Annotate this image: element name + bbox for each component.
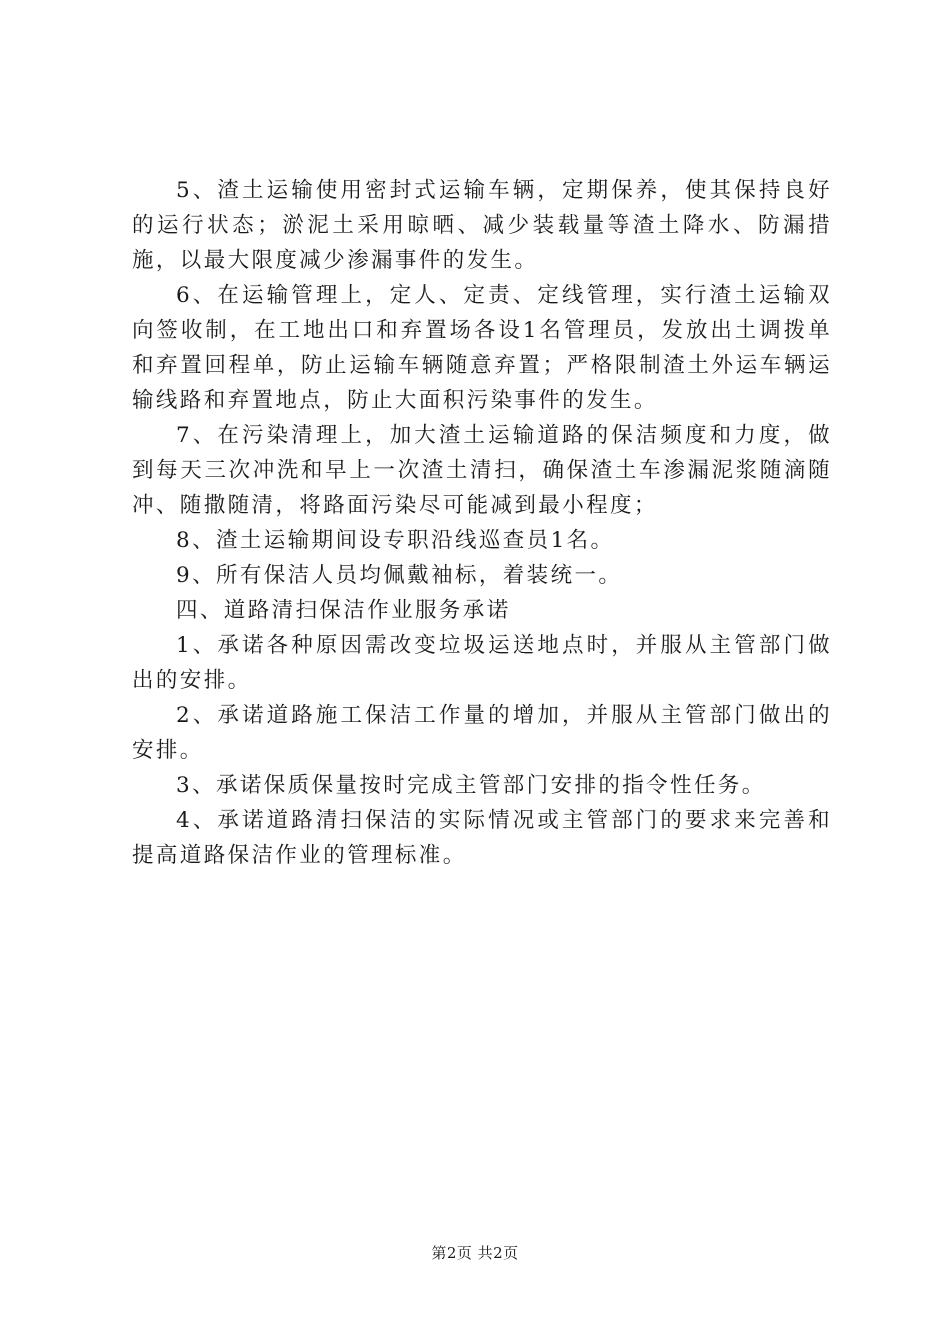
- page-number-footer: 第2页 共2页: [431, 1244, 519, 1262]
- paragraph-item-5: 5、渣土运输使用密封式运输车辆，定期保养，使其保持良好的运行状态；淤泥土采用晾晒、减少装载量等渣土降水、防漏措施，以最大限度减少渗漏事件的发生。: [132, 178, 832, 273]
- paragraph-item-6: 6、在运输管理上，定人、定责、定线管理，实行渣土运输双向签收制，在工地出口和弃置场各设1名管理员，发放出土调拨单和弃置回程单，防止运输车辆随意弃置；严格限制渣土外运车辆运输线路和弃置地点，防止大面积污染事件的发生。: [132, 283, 832, 413]
- document-body: [132, 173, 832, 873]
- commitment-item-4: 4、承诺道路清扫保洁的实际情况或主管部门的要求来完善和提高道路保洁作业的管理标准。: [132, 808, 832, 868]
- paragraph-item-7: 7、在污染清理上，加大渣土运输道路的保洁频度和力度，做到每天三次冲洗和早上一次渣土清扫，确保渣土车渗漏泥浆随滴随冲、随撒随清，将路面污染尽可能减到最小程度；: [132, 423, 832, 518]
- paragraph-item-8: 8、渣土运输期间设专职沿线巡查员1名。: [176, 528, 615, 553]
- section-heading-four: 四、道路清扫保洁作业服务承诺: [176, 598, 511, 623]
- paragraph-item-9: 9、所有保洁人员均佩戴袖标，着装统一。: [176, 563, 623, 588]
- commitment-item-2: 2、承诺道路施工保洁工作量的增加，并服从主管部门做出的安排。: [132, 703, 832, 763]
- commitment-item-1: 1、承诺各种原因需改变垃圾运送地点时，并服从主管部门做出的安排。: [132, 633, 832, 693]
- commitment-item-3: 3、承诺保质保量按时完成主管部门安排的指令性任务。: [176, 773, 766, 798]
